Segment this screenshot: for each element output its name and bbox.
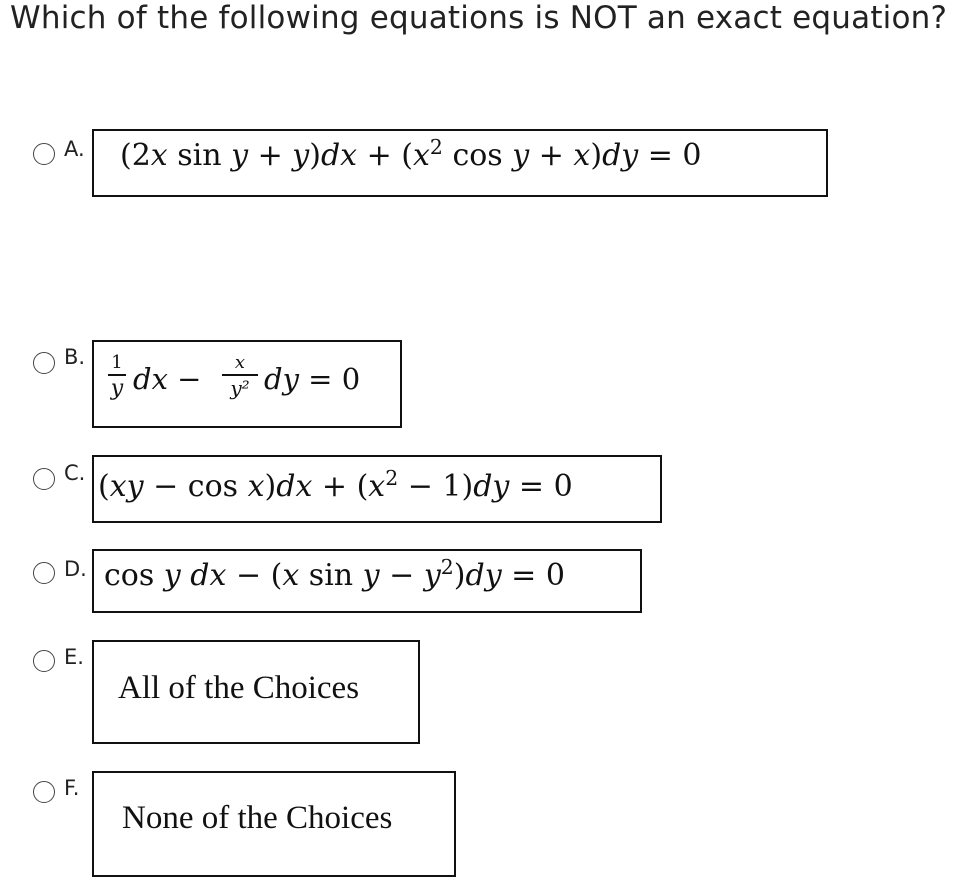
fraction-1-numerator: 1 [111,352,123,373]
option-letter-c: C. [64,461,86,485]
option-e-text: All of the Choices [118,670,360,706]
fraction-2-numerator: x [234,352,246,373]
fraction-2-denominator: y² [230,376,250,400]
fraction-1-denominator: y [110,376,124,401]
option-b-dx-minus: dx − [133,362,202,396]
radio-button-c[interactable] [33,468,55,490]
option-letter-a: A. [64,137,85,161]
radio-button-a[interactable] [33,143,55,165]
option-letter-b: B. [64,345,86,369]
option-b-fraction-2 [222,354,258,398]
question-text: Which of the following equations is NOT an exact equation? [10,0,948,36]
radio-button-e[interactable] [33,650,55,672]
radio-button-f[interactable] [33,781,55,803]
option-b-dy-equals-zero: dy = 0 [264,362,361,396]
option-letter-f: F. [64,776,80,800]
option-f-text: None of the Choices [122,800,393,836]
option-letter-e: E. [64,645,84,669]
option-letter-d: D. [64,557,87,581]
radio-button-b[interactable] [33,352,55,374]
option-d-equation: cos y dx − (x $\sin y - y^2)dy = 0$ [104,554,565,593]
option-b-fraction-1 [108,354,126,400]
radio-button-d[interactable] [33,562,55,584]
option-c-equation: $(xy - \cos x)dx + (x^2 - 1)dy = 0$ [98,465,573,504]
option-a-equation: (2x $\sin y + y)dx + (x^2$ cos y + x)dy = 0 [120,134,702,173]
